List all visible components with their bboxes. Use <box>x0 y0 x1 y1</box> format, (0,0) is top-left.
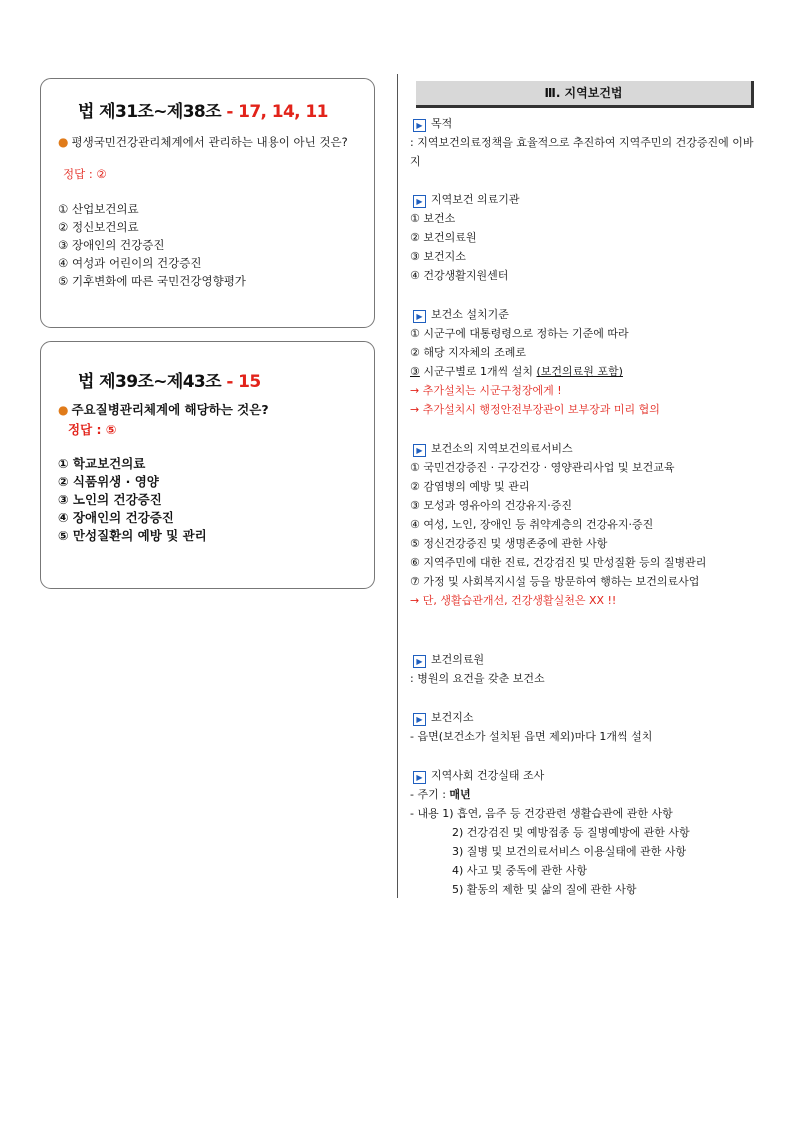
card-title: 법 제31조~제38조 - 17, 14, 11 <box>78 102 328 122</box>
option-2: ② 식품위생 · 영양 <box>58 474 159 489</box>
arrow-box-icon: ▶ <box>413 713 426 726</box>
section-institutions: ▶ 지역보건 의료기관 ① 보건소 ② 보건의료원 ③ 보건지소 ④ 건강생활지원센터 <box>410 193 520 282</box>
option-5: ⑤ 만성질환의 예방 및 관리 <box>58 528 207 543</box>
section-purpose: ▶ 목적 : 지역보건의료정책을 효율적으로 추진하여 지역주민의 건강증진에 이바지 <box>410 117 754 168</box>
option-3: ③ 노인의 건강증진 <box>58 492 162 507</box>
option-list <box>58 200 246 290</box>
section-banner: Ⅲ. 지역보건법 <box>416 81 754 108</box>
option-3: ③ 장애인의 건강증진 <box>58 238 165 252</box>
card-title: 법 제39조~제43조 - 15 <box>78 372 261 392</box>
option-1: ① 학교보건의료 <box>58 456 146 471</box>
bullet-dot-icon: ● <box>58 135 69 149</box>
column-divider <box>397 74 398 898</box>
arrow-box-icon: ▶ <box>413 655 426 668</box>
quiz-card-1 <box>40 78 375 328</box>
arrow-box-icon: ▶ <box>413 195 426 208</box>
option-5: ⑤ 기후변화에 따른 국민건강영향평가 <box>58 274 246 288</box>
section-survey: ▶ 지역사회 건강실태 조사 - 주기 : 매년 - 내용 1) 흡연, 음주 등 건강관련 생활습관에 관한 사항 2) 건강검진 및 예방접종 등 질병예방에 관한 사항 3) 질병 및 보건의료서비스 이용실태에 관한 사항 4) 사고 및 중독에 관한 사항 5) 활동의 제한 및 삶의 질에 관한 사항 <box>410 769 690 896</box>
answer: 정답 : ② <box>63 167 107 181</box>
option-2: ② 정신보건의료 <box>58 220 139 234</box>
quiz-card-2 <box>40 341 375 589</box>
arrow-box-icon: ▶ <box>413 771 426 784</box>
bullet-dot-icon: ● <box>58 403 69 417</box>
option-1: ① 산업보건의료 <box>58 202 139 216</box>
option-list <box>58 455 207 545</box>
section-branch: ▶ 보건지소 - 읍면(보건소가 설치된 읍면 제외)마다 1개씩 설치 <box>410 711 653 743</box>
option-4: ④ 장애인의 건강증진 <box>58 510 174 525</box>
arrow-box-icon: ▶ <box>413 444 426 457</box>
section-health-center-hospital: ▶ 보건의료원 : 병원의 요건을 갖춘 보건소 <box>410 653 545 685</box>
answer: 정답 : ⑤ <box>68 422 117 437</box>
arrow-box-icon: ▶ <box>413 310 426 323</box>
option-4: ④ 여성과 어린이의 건강증진 <box>58 256 202 270</box>
section-install-criteria: ▶ 보건소 설치기준 ① 시군구에 대통령령으로 정하는 기준에 따라 ② 해당 지자체의 조례로 ③ 시군구별로 1개씩 설치 (보건의료원 포함) → 추가설치는 시군구청장에게 ! → 추가설치시 행정안전부장관이 보부장과 미리 협의 <box>410 308 660 416</box>
question: ● 주요질병관리체계에 해당하는 것은? <box>58 402 269 417</box>
section-services: ▶ 보건소의 지역보건의료서비스 ① 국민건강증진 · 구강건강 · 영양관리사업 및 보건교육 ② 감염병의 예방 및 관리 ③ 모성과 영유아의 건강유지·증진 ④ 여성, 노인, 장애인 등 취약계층의 건강유지·증진 ⑤ 정신건강증진 및 생명존중에 관한 사항 ⑥ 지역주민에 대한 진료, 건강검진 및 만성질환 등의 질병관리 ⑦ 가정 및 사회복지시설 등을 방문하여 행하는 보건의료사업 → 단, 생활습관개선, 건강생활실천은 XX !! <box>410 442 707 607</box>
arrow-box-icon: ▶ <box>413 119 426 132</box>
question: ● 평생국민건강관리체계에서 관리하는 내용이 아닌 것은? <box>58 135 348 149</box>
